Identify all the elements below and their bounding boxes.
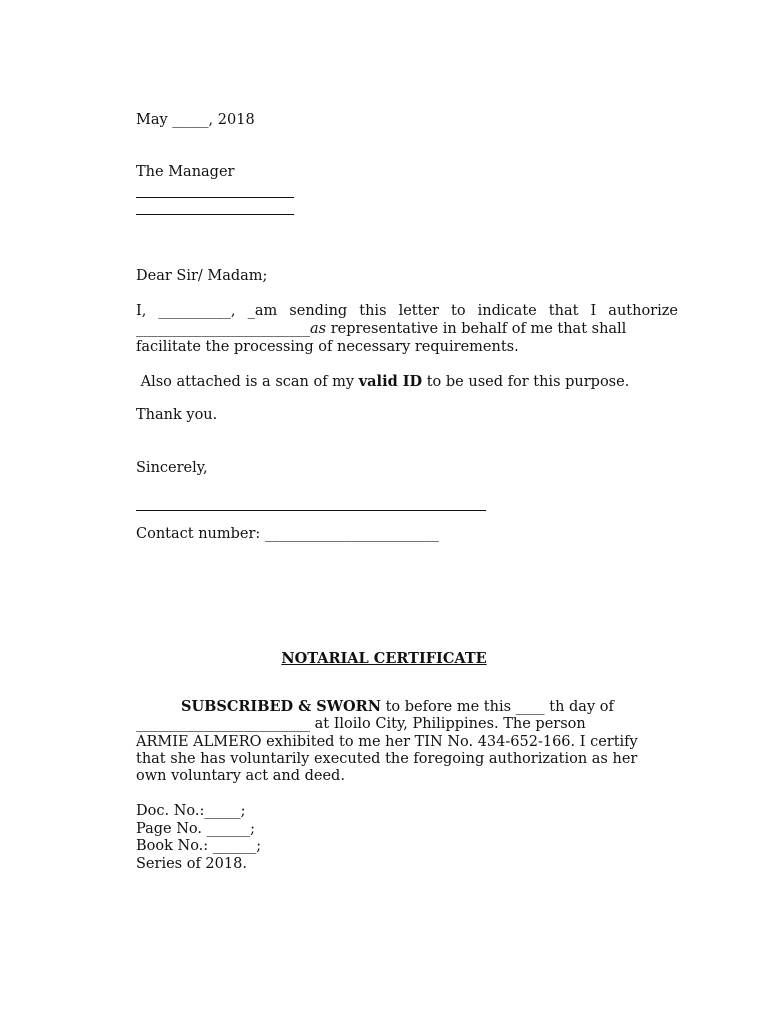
- closing: Sincerely,: [136, 460, 208, 476]
- day-blank: ________________________: [136, 716, 310, 732]
- signature-line: [136, 510, 486, 511]
- as-word: as: [310, 321, 327, 337]
- notarial-line-4: that she has voluntarily executed the foregoing authorization as her: [136, 751, 638, 767]
- notarial-line-1-text: to before me this ____ th day of: [380, 699, 614, 715]
- book-number: Book No.: ______;: [136, 838, 262, 854]
- name-blank: __________,: [158, 303, 236, 319]
- word: I,: [136, 303, 147, 319]
- date-month: May: [136, 112, 168, 128]
- contact-label: Contact number:: [136, 526, 265, 542]
- notarial-line-2: [136, 716, 586, 733]
- notarial-line-5: own voluntary act and deed.: [136, 768, 345, 784]
- subscribed-sworn: SUBSCRIBED & SWORN: [181, 698, 381, 715]
- attachment-text-end: to be used for this purpose.: [422, 374, 630, 390]
- addressee-line-2: [136, 214, 294, 215]
- notarial-heading: NOTARIAL CERTIFICATE: [281, 650, 487, 667]
- thanks: Thank you.: [136, 407, 218, 423]
- attachment-text: Also attached is a scan of my: [136, 374, 359, 390]
- notarial-line-3: ARMIE ALMERO exhibited to me her TIN No. 434-652-166. I certify: [136, 734, 638, 750]
- representative-blank: ________________________: [136, 321, 310, 337]
- word: authorize: [608, 303, 678, 319]
- representative-text: representative in behalf of me that shall: [326, 321, 627, 337]
- page-number: Page No. ______;: [136, 821, 255, 837]
- word: letter: [398, 303, 439, 319]
- word: I: [590, 303, 597, 319]
- contact-number: [136, 526, 439, 543]
- word: sending: [289, 303, 348, 319]
- paragraph-1-line-1: [136, 303, 678, 320]
- date-blank: _____: [172, 112, 209, 128]
- date-year: , 2018: [208, 112, 255, 128]
- word: to: [451, 303, 466, 319]
- letter-date: [136, 112, 255, 129]
- paragraph-1-line-3: facilitate the processing of necessary requirements.: [136, 339, 519, 355]
- notarial-line-2-text: at Iloilo City, Philippines. The person: [310, 716, 586, 732]
- word: indicate: [477, 303, 537, 319]
- salutation: Dear Sir/ Madam;: [136, 268, 268, 284]
- series: Series of 2018.: [136, 856, 247, 872]
- word: _am: [247, 303, 278, 319]
- paragraph-2: [136, 373, 629, 391]
- paragraph-1-line-2: [136, 321, 626, 338]
- doc-number: Doc. No.:_____;: [136, 803, 246, 819]
- word: this: [359, 303, 387, 319]
- contact-blank: ________________________: [264, 526, 439, 542]
- valid-id-text: valid ID: [358, 373, 423, 390]
- addressee: The Manager: [136, 164, 235, 180]
- notarial-line-1: [181, 698, 614, 716]
- word: that: [548, 303, 579, 319]
- addressee-line-1: [136, 197, 294, 198]
